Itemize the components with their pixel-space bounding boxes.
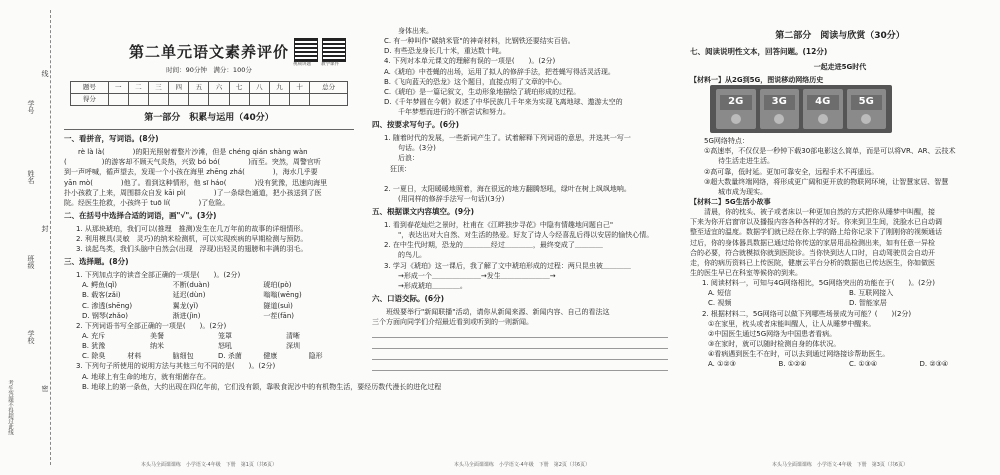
page-2: [372, 0, 672, 475]
generation-label: 5G: [851, 95, 883, 110]
page-3: [690, 0, 990, 475]
question-3-1-options: [64, 280, 354, 321]
score-cell[interactable]: [269, 94, 289, 106]
material-2-label: 【材料二】5G生活小故事: [690, 198, 771, 207]
option-word: 深圳: [286, 342, 300, 351]
statement: ③在家时，就可以随时检测自身的体状况。: [708, 340, 841, 349]
section-4-title: 四、按要求写句子。(6分): [372, 120, 460, 130]
generation-label: 3G: [764, 95, 796, 110]
exam-title: 第二单元语文素养评价: [128, 43, 289, 61]
option-row: [64, 290, 354, 300]
score-header-cell: 八: [249, 82, 269, 94]
text-line: 院。经医生抢救，小孩终于 tuō lí( )了危险。: [64, 198, 230, 207]
text-line: 的鸟儿。: [384, 251, 426, 260]
section-1-title: 一、看拼音，写词语。(8分): [64, 134, 159, 144]
option-row: [64, 351, 354, 361]
part-one-title: 第一部分 积累与运用（40分）: [144, 113, 274, 124]
page-2-footer: 本头马全面课课练 小学语文·4年级 下册 第2页（共6页）: [453, 461, 591, 468]
option-word: C. 渗透(shēng): [82, 301, 133, 310]
text-line: 整至适宜的温度。数据学们就已经在你上学的路上给你记录下了刚刚你的视频通话: [690, 228, 942, 237]
score-input-row: [71, 94, 348, 106]
section-5-title: 五、根据课文内容填空。(9分): [372, 207, 475, 217]
option-row: [690, 288, 990, 298]
phone-5g-icon: [847, 89, 887, 129]
option-word: 隧道(suì): [263, 301, 293, 310]
school-label: 学校: [27, 330, 35, 344]
score-table: [70, 81, 348, 106]
text-line: 后浪：: [384, 154, 419, 163]
question-3-2: 2. 下列词语书写全部正确的一项是( )。(2分): [76, 321, 227, 330]
option-word: 翼龙(yǐ): [172, 301, 199, 310]
option-word: 健康: [263, 352, 278, 361]
answer-line[interactable]: [372, 338, 668, 349]
section-3-title: 三、选择题。(8分): [64, 257, 129, 267]
score-header-cell: 十: [290, 82, 310, 94]
text-line: 2. 一夏日，太阳暖暖地照着，海在很远的地方翻腾怒吼，绿叶在树上飒飒地响。: [384, 184, 631, 193]
section-2-body: [64, 224, 354, 254]
text-line: 身体出来。: [384, 27, 433, 35]
score-header-cell: 一: [108, 82, 128, 94]
question-7-2: 2. 根据材料二，5G网络可以做下列哪些场景成为可能？( )(2分): [702, 309, 912, 318]
question-3-3-options: [64, 372, 442, 392]
text-line: 3. 学习《琥珀》这一课后，我了解了文中琥珀形成的过程：两只昆虫被＿＿＿＿: [384, 261, 631, 270]
question-7-2-statements: [690, 319, 990, 360]
score-header-cell: 二: [128, 82, 148, 94]
section-2-title: 二、在括号中选择合适的词语，画"√"。(3分): [64, 210, 217, 220]
option-word: D. 钢琴(zhǎo): [82, 311, 128, 320]
binding-strip: [0, 0, 62, 475]
text-line: 4. 下列对本单元课文的理解有误的一项是( )。(2分): [384, 57, 556, 66]
number-label: 学号: [27, 100, 35, 114]
score-cell[interactable]: [189, 94, 209, 106]
option-word: B. 载客(zǎi): [82, 291, 121, 300]
choice-sentence: 2. 利用模具(灵敏 灵巧)的纳米检测机，可以实现疾病的早期检测与预防。: [76, 234, 308, 243]
phone-generations-figure: [710, 85, 892, 133]
text-line: 城市成为现实。: [690, 187, 767, 196]
text-line: 清晨，你的枕头、被子或者床以一种更加自然的方式把你从睡梦中叫醒，接: [690, 208, 935, 217]
material-1-body: [690, 136, 990, 197]
name-label: 姓名: [27, 170, 35, 184]
text-line: C. 有一种叫作"碳纳米管"的神奇材料，比钢铁还要结实百倍。: [384, 37, 575, 46]
answer-line[interactable]: [372, 349, 668, 360]
option-word: A. 鳄鱼(qǐ): [82, 281, 117, 290]
text-line: 扑小孩救了上来，周围群众自发 kāi pì( )了一条绿色通道，把小孩送到了医: [64, 188, 322, 197]
option-word: C. 除臭: [82, 352, 106, 361]
option-word: 笼罩: [218, 331, 232, 340]
cut-line: [50, 10, 51, 465]
text-line: 句话。(3分): [384, 144, 436, 153]
generation-label: 2G: [720, 95, 752, 110]
score-cell[interactable]: [249, 94, 269, 106]
option-word: 纳米: [150, 342, 164, 351]
option-choice[interactable]: D. 智能家居: [849, 299, 887, 308]
text-line: ( )的游客却不顾天气炎热，兴致 bó bó( )而至。突然，周警官听: [64, 158, 321, 167]
text-line: 5G网络特点：: [690, 137, 749, 146]
text-line: ③超大数量终端网络，将形成更广阔和更开放的物联网环境，让智慧家居、智慧: [690, 177, 949, 186]
question-7-1: 1. 阅读材料一，可知与4G网络相比，5G网络突出的功能在于( )。(2分): [702, 279, 936, 288]
choice-sentence: 3. 谈起鸟类，我们头脑中自然会(出现 浮现)出轻灵的翅膀和丰满的羽毛。: [76, 245, 308, 254]
score-header-cell: 题号: [71, 82, 109, 94]
option-choice[interactable]: D. ②③④: [919, 360, 949, 369]
text-line: rè là là( )的阳光照射着整片沙滩，但是 chéng qián shàng wàn: [64, 148, 308, 157]
score-header-cell: 三: [148, 82, 168, 94]
section-6-body: [372, 307, 672, 327]
option-row: [64, 301, 354, 311]
statement: ②中国医生通过5G网络为中国患者看病。: [708, 329, 837, 338]
option-word: 美餐: [150, 331, 164, 340]
score-cell[interactable]: [310, 94, 348, 106]
text-line: ①高速率，不仅仅是一秒钟下载30部电影这么简单，而是可以将VR、AR、云技术: [690, 147, 956, 156]
option-word: A. 充斥: [82, 331, 106, 340]
question-7-1-options: [690, 288, 990, 308]
question-3-2-options: [64, 331, 354, 361]
text-line: D. 有些恐龙身长几十米，重达数十吨。: [384, 47, 506, 56]
material-2-body: [690, 207, 990, 278]
score-cell[interactable]: [108, 94, 128, 106]
choice-sentence: 1. 从那块琥珀，我们可以(推理 推测)发生在几万年前的故事的详细情形。: [76, 224, 308, 233]
option-row: [690, 298, 990, 308]
exam-subtitle: 时间：90分钟 满分：100分: [166, 65, 252, 74]
score-header-cell: 四: [169, 82, 189, 94]
question-3-3: 3. 下列句子所使用的说明方法与其他三句不同的是( )。(2分): [76, 362, 276, 371]
text-line: 合的必要，符合就模拟你就到医院诊。当你快到达人口时，自动驾驶员会自动开: [690, 248, 935, 257]
qr-code-courseware[interactable]: [322, 38, 346, 62]
phone-4g-icon: [803, 89, 843, 129]
option-word: B. 犹豫: [82, 342, 106, 351]
text-line: yān mò( )他了。看到这种情形，他 sī háo( )没有犹豫，迅速向海里: [64, 178, 328, 187]
option-sentence: A. 地球上有生命的地方，就有细菌存在。: [82, 372, 211, 381]
text-line: 走，你的病历资料已上传医院，健康云平台分析的数据也已传达医生，你如做医: [690, 258, 935, 267]
text-line: ②高可靠，低时延。更加可靠安全，远程手术不再遥远。: [690, 167, 879, 176]
phone-3g-icon: [760, 89, 800, 129]
text-line: 1. 看到春花灿烂之景时，杜甫在《江畔独步寻花》中隐有情趣地问题自己": [384, 221, 614, 229]
score-header-row: [71, 82, 348, 94]
score-cell[interactable]: [148, 94, 168, 106]
option-choice[interactable]: B. ①②④: [778, 360, 807, 369]
seal-mark-2: 封: [41, 225, 49, 232]
section-6-title: 六、口语交际。(6分): [372, 293, 445, 303]
section-5-body: [372, 220, 672, 291]
qr-label-video: 视频讲题: [293, 62, 311, 67]
score-header-cell: 九: [269, 82, 289, 94]
blank-label: 狂顶：: [390, 164, 411, 173]
score-row-label: 得分: [71, 94, 109, 106]
text-line: (用同样的修辞手法写一句话)(3分): [384, 194, 505, 203]
option-choice[interactable]: A. 短信: [708, 289, 732, 298]
option-word: 清晰: [286, 331, 300, 340]
section-7-title: 七、阅读说明性文本，回答问题。(12分): [690, 47, 828, 57]
answer-line[interactable]: [372, 327, 668, 338]
option-word: D. 杀菌: [217, 352, 242, 361]
option-row: [64, 311, 354, 321]
option-sentence: B. 地球上的第一条鱼，大约出现在四亿年前，它们没有颌，靠吸食泥沙中的有机物生活，要经历数代漫长的进化过程: [82, 382, 442, 391]
page-1-footer: 本头马全面课课练 小学语文·4年级 下册 第1页（共6页）: [140, 461, 278, 468]
option-choice[interactable]: A. ①②③: [708, 360, 736, 369]
question-7-2-choices: [690, 359, 990, 369]
text-line: 生的医生早已在科室等候你的到来。: [690, 269, 802, 278]
generation-label: 4G: [807, 95, 839, 110]
text-line: 待生活走进生活。: [690, 157, 774, 166]
score-cell[interactable]: [128, 94, 148, 106]
part-divider: [64, 129, 354, 130]
text-line: 过后，你的身体器具数据已通过给你传送的家居用品检测出来，如有任意一异检: [690, 238, 935, 247]
question-3-1: 1. 下列加点字的读音全部正确的一项是( )。(2分): [76, 271, 241, 280]
option-row: [64, 280, 354, 290]
qr-code-video[interactable]: [294, 38, 318, 62]
score-header-cell: 六: [209, 82, 229, 94]
statement: ①在家里，枕头或者床能叫醒人，让人从睡梦中醒来。: [708, 319, 876, 328]
score-cell[interactable]: [169, 94, 189, 106]
text-line: 2. 在中生代时期，恐龙的＿＿＿＿经过＿＿＿＿，最终变成了＿＿＿＿: [384, 241, 603, 250]
option-choice[interactable]: C. 视频: [708, 299, 732, 308]
option-word: 怒吼: [218, 342, 232, 351]
option-row: [64, 341, 354, 351]
seal-mark-1: 线: [41, 70, 49, 77]
page-3-footer: 本头马全面课课练 小学语文·4年级 下册 第3页（共6页）: [771, 461, 909, 468]
figure-title: 一起走进5G时代: [813, 62, 867, 71]
section-4-body: [372, 133, 672, 204]
option-word: 琥珀(pò): [263, 281, 292, 290]
answer-line[interactable]: [372, 360, 668, 371]
text-line: 下来为你开启窗帘以及播报内容各种各样的才好。你来到卫生间，洗脸水已自动调: [690, 218, 942, 227]
section-1-body: [64, 147, 354, 208]
score-cell[interactable]: [209, 94, 229, 106]
option-word: 渐进(jìn): [172, 311, 201, 320]
option-word: 脑细包: [172, 352, 194, 361]
score-cell[interactable]: [229, 94, 249, 106]
option-word: 材料: [127, 352, 142, 361]
class-label: 班级: [27, 255, 35, 269]
statement: ④看病遇到医生不在时，可以去到通过网络接诊帮助医生。: [708, 350, 890, 359]
option-word: 嗡嗡(wēng): [263, 291, 302, 300]
option-word: 隐形: [308, 352, 323, 361]
option-word: 不断(duàn): [172, 281, 210, 290]
text-line: [372, 174, 672, 184]
text-line: 到一声呼喊，循声望去，发现一个小孩在海里 zhēng zhá( )，海水几乎要: [64, 168, 318, 177]
text-line: →形成一个＿＿＿＿＿＿＿→发生＿＿＿＿＿＿＿→: [384, 271, 556, 280]
option-choice[interactable]: B. 互联网接入: [849, 289, 894, 298]
option-word: 延迟(dùn): [172, 291, 206, 300]
text-line: 1. 随着时代的发展，一些新词产生了。试着解释下列词语的意思，并选其一写一: [384, 134, 631, 143]
qr-label-courseware: 教学课件: [321, 62, 339, 67]
phone-2g-icon: [716, 89, 756, 129]
text-line: B.《飞向蓝天的恐龙》这个题目，直接点明了文章的中心。: [384, 77, 567, 86]
text-line: →形成琥珀＿＿＿＿。: [384, 281, 467, 290]
page-2-continued-questions: [372, 26, 672, 117]
binding-notice: 考生答题不得超过此线: [7, 380, 13, 435]
part-two-title: 第二部分 阅读与欣赏（30分）: [775, 31, 905, 41]
text-line: 三个方面向同学们介绍最近看到或听到的一则新闻。: [372, 318, 533, 326]
score-cell[interactable]: [290, 94, 310, 106]
option-choice[interactable]: C. ①③④: [849, 360, 878, 369]
material-1-label: 【材料一】从2G到5G，图说移动网络历史: [690, 76, 824, 85]
text-line: 班级要举行"新闻联播"活动，请你从新闻来源、新闻内容、自己的看法这: [372, 307, 610, 316]
seal-mark-3: 密: [41, 385, 49, 392]
text-line: 千年梦想而进行的不断尝试和努力。: [384, 108, 510, 117]
text-line: D.《千年梦圆在今朝》叙述了中华民族几千年来为实现飞离地球、遨游太空的: [384, 97, 623, 106]
score-header-cell: 五: [189, 82, 209, 94]
score-header-cell: 七: [229, 82, 249, 94]
option-word: 一茬(fān): [263, 311, 294, 320]
text-line: A.《琥珀》中苍蝇的出场，运用了拟人的修辞手法，把苍蝇写得活灵活现。: [384, 67, 615, 76]
score-header-cell: 总分: [310, 82, 348, 94]
option-row: [64, 331, 354, 341]
text-line: C.《琥珀》是一篇记叙文，生动形象地描绘了琥珀形成的过程。: [384, 87, 581, 96]
text-line: "，表达出对大自然、对生活的热爱。好友了诗人今经喜乱后得以安居的愉快心情。: [384, 231, 654, 240]
